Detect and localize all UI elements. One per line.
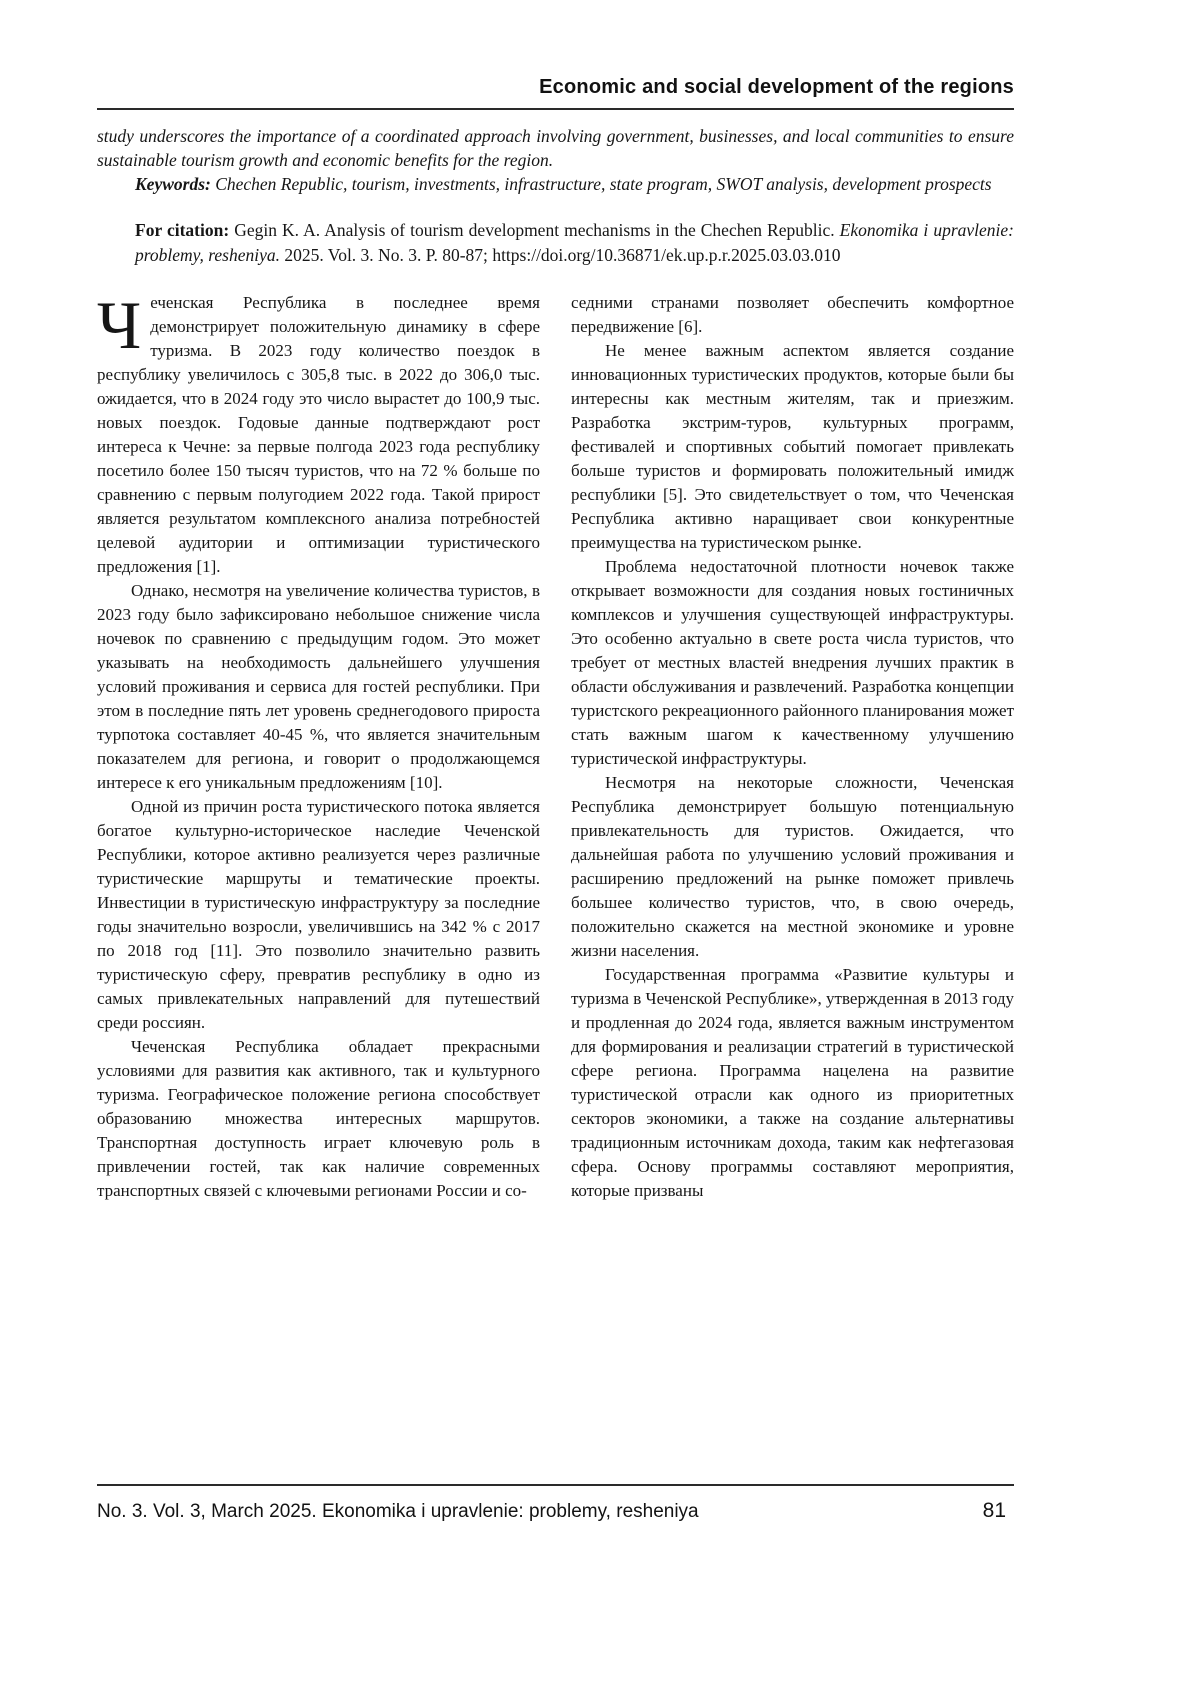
paragraph-text: еченская Республика в последнее время демонстрирует положительную динамику в сфере туризма. В 2023 году количество поездок в республику увеличилось с 305,8 тыс. в 2022 до 306,0 тыс. ожидается, что в 2024 году это число вырастет до 100,9 тыс. новых поездок. Годовые данные подтверждают рост интереса к Чечне: за первые полгода 2023 года республику посетило более 150 тысяч туристов, что на 72 % больше по сравнению с первым полугодием 2022 года. Такой прирост является результатом комплексного анализа потребностей целевой аудитории и оптимизации туристического предложения [1].	[97, 293, 540, 576]
paragraph: Государственная программа «Развитие культуры и туризма в Чеченской Республике», утвержденная в 2013 году и продленная до 2024 года, является важным инструментом для формирования и реализации стратегий в туристической сфере региона. Программа нацелена на развитие туристической отрасли как одного из приоритетных секторов экономики, а также на создание альтернативы традиционным источникам дохода, таким как нефтегазовая сфера. Основу программы составляют мероприятия, которые призваны	[571, 965, 1014, 1200]
running-head: Economic and social development of the regions	[539, 76, 1014, 98]
paragraph: седними странами позволяет обеспечить комфортное передвижение [6].	[571, 293, 1014, 336]
paragraph	[97, 287, 540, 579]
header-rule	[97, 108, 1014, 110]
paragraph: Чеченская Республика обладает прекрасными условиями для развития как активного, так и культурного туризма. Географическое положение региона способствует образованию множества интересных маршрутов. Транспортная доступность играет ключевую роль в привлечении гостей, так как наличие современных транспортных связей с ключевыми регионами России и со-	[97, 1037, 540, 1200]
doi-text: https://doi.org/10.36871/ek.up.p.r.2025.03.03.010	[492, 245, 841, 265]
citation	[135, 218, 1014, 268]
paragraph: Не менее важным аспектом является создание инновационных туристических продуктов, которые были бы интересны как местным жителям, так и приезжим. Разработка экстрим-туров, культурных программ, фестивалей и спортивных событий помогает привлекать больше туристов и формировать положительный имидж республики [5]. Это свидетельствует о том, что Чеченская Республика активно наращивает свои конкурентные преимущества на туристическом рынке.	[571, 341, 1014, 552]
page-content	[97, 76, 1014, 1203]
citation-issue: 2025. Vol. 3. No. 3. P. 80-87;	[284, 245, 488, 265]
footer-journal-line: No. 3. Vol. 3, March 2025. Ekonomika i upravlenie: problemy, resheniya	[97, 1501, 699, 1522]
citation-text: Gegin K. A. Analysis of tourism development mechanisms in the Chechen Republic.	[234, 220, 835, 240]
citation-journal: Ekonomika i upravlenie: problemy, resheniya.	[135, 220, 1015, 265]
paragraph: Одной из причин роста туристического потока является богатое культурно-историческое наследие Чеченской Республики, которое активно реализуется через различные туристические маршруты и тематические проекты. Инвестиции в туристическую инфраструктуру за последние годы значительно возросли, увеличившись на 342 % с 2017 по 2018 год [11]. Это позволило значительно развить туристическую сферу, превратив республику в одно из самых привлекательных направлений для путешествий среди россиян.	[97, 797, 540, 1032]
footer	[97, 1484, 1014, 1523]
footer-row	[97, 1499, 1014, 1523]
abstract-text: study underscores the importance of a coordinated approach involving government, businesses, and local communities to ensure sustainable tourism growth and economic benefits for the region.	[97, 126, 1014, 170]
keywords-label: Keywords:	[135, 174, 211, 194]
footer-rule	[97, 1484, 1014, 1486]
column-right	[571, 291, 1014, 1203]
keywords	[97, 172, 1014, 196]
page-number: 81	[982, 1499, 1006, 1522]
paragraph: Однако, несмотря на увеличение количества туристов, в 2023 году было зафиксировано небольшое снижение числа ночевок по сравнению с предыдущим годом. Это может указывать на необходимость дальнейшего улучшения условий проживания и сервиса для гостей республики. При этом в последние пять лет уровень среднегодового прироста турпотока составляет 40-45 %, что является значительным показателем для региона, и говорит о продолжающемся интересе к его уникальным предложениям [10].	[97, 581, 540, 792]
drop-cap: Ч	[97, 287, 142, 363]
keywords-text: Chechen Republic, tourism, investments, infrastructure, state program, SWOT analysis, development prospects	[215, 174, 992, 194]
citation-label: For citation:	[135, 220, 230, 240]
paragraph: Проблема недостаточной плотности ночевок также открывает возможности для создания новых гостиничных комплексов и улучшения существующей инфраструктуры. Это особенно актуально в свете роста числа туристов, что требует от местных властей внедрения лучших практик в области обслуживания и развлечений. Разработка концепции туристского рекреационного районного планирования может стать важным шагом к качественному улучшению туристической инфраструктуры.	[571, 557, 1014, 768]
paragraph: Несмотря на некоторые сложности, Чеченская Республика демонстрирует большую потенциальную привлекательность для туристов. Ожидается, что дальнейшая работа по улучшению условий проживания и расширению предложений на рынке поможет привлечь большее количество туристов, что, в свою очередь, положительно скажется на местной экономике и уровне жизни населения.	[571, 773, 1014, 960]
column-left	[97, 287, 540, 1203]
body-columns	[97, 287, 1014, 1203]
